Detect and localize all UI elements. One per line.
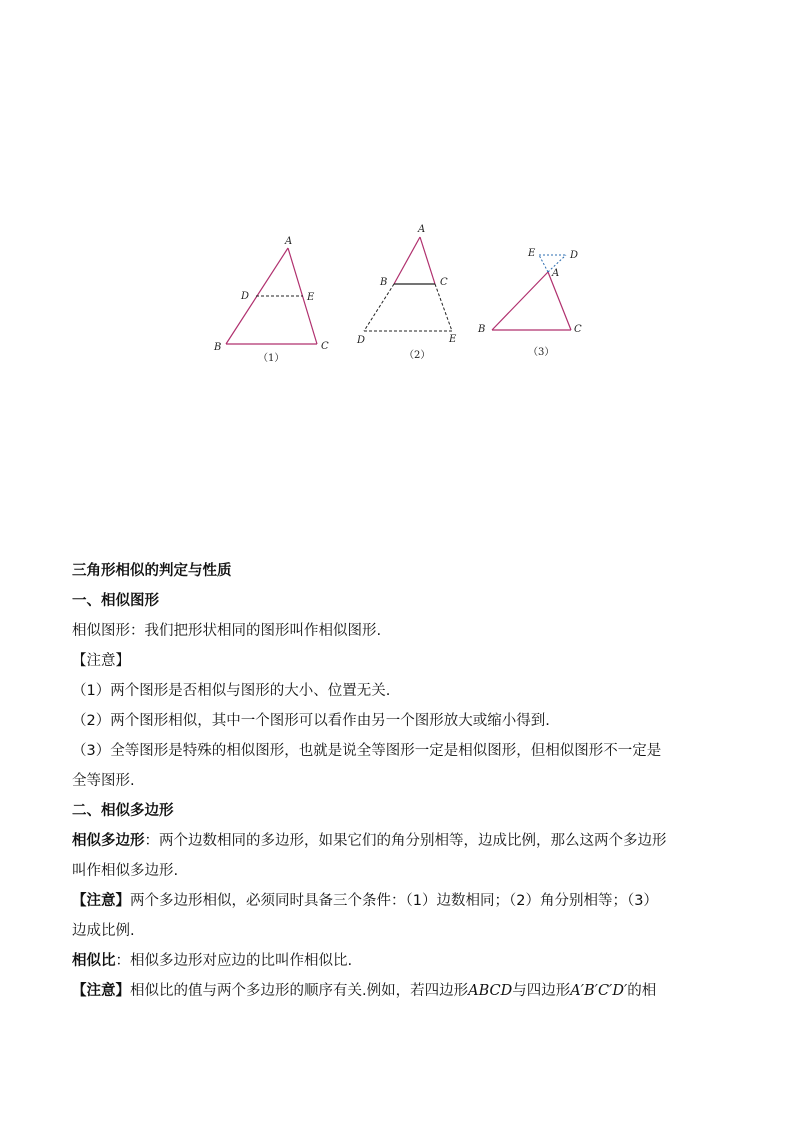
- section2-def-text: ：两个边数相同的多边形，如果它们的角分别相等，边成比例，那么这两个多边形: [144, 833, 667, 849]
- fig3-caption: （3）: [528, 347, 555, 358]
- section2-note-line1: [72, 886, 732, 916]
- fig2-label-c: C: [440, 277, 448, 288]
- fig3-label-e: E: [528, 248, 536, 259]
- section2-note2-text-b: 与四边形: [512, 983, 571, 999]
- section2-note2-math-abcd: ABCD: [468, 983, 513, 999]
- fig2-side-ab: [394, 237, 420, 284]
- section2-definition-line1: [72, 826, 732, 856]
- fig2-caption: （2）: [404, 350, 431, 361]
- fig3-label-d: D: [570, 250, 579, 261]
- section2-note2-text-c: 的相: [627, 983, 657, 999]
- fig3-label-c: C: [574, 324, 582, 335]
- section1-heading: 一、相似图形: [72, 593, 159, 609]
- figure-3: [477, 248, 582, 358]
- fig2-label-b: B: [380, 277, 388, 288]
- fig3-label-a: A: [552, 268, 560, 279]
- section1-note-3-line2: 全等图形.: [72, 773, 135, 789]
- fig1-label-c: C: [321, 341, 329, 352]
- figure-1: [213, 236, 329, 364]
- section1-note-1: （1）两个图形是否相似与图形的大小、位置无关.: [72, 683, 391, 699]
- fig1-label-b: B: [214, 342, 222, 353]
- section2-ratio-line: [72, 946, 732, 976]
- section2-def-term: 相似多边形: [72, 833, 145, 849]
- fig3-segment-ae: [539, 255, 548, 272]
- section1-definition: 相似图形：我们把形状相同的图形叫作相似图形.: [72, 623, 382, 639]
- document-body: [72, 556, 732, 1006]
- section2-note2-math-abcd-prime: A′B′C′D′: [570, 983, 628, 999]
- fig2-side-ac: [420, 237, 435, 284]
- section2-ratio-term: 相似比: [72, 953, 116, 969]
- section2-note2-text-a: 相似比的值与两个多边形的顺序有关.例如，若四边形: [130, 983, 469, 999]
- section2-definition-line2: 叫作相似多边形.: [72, 863, 179, 879]
- figure-2: [356, 224, 457, 361]
- fig1-label-e: E: [307, 292, 315, 303]
- fig2-segment-bd: [364, 284, 394, 331]
- section1-note-label: 【注意】: [72, 653, 130, 669]
- section2-ratio-text: ：相似多边形对应边的比叫作相似比.: [115, 953, 353, 969]
- fig2-label-d: D: [357, 335, 366, 346]
- fig2-segment-ce: [435, 284, 452, 331]
- section2-note-line2: 边成比例.: [72, 923, 135, 939]
- section2-note-text: 两个多边形相似，必须同时具备三个条件：（1）边数相同；（2）角分别相等；（3）: [130, 893, 658, 909]
- triangle-figures: [0, 0, 794, 400]
- fig1-label-a: A: [285, 236, 293, 247]
- section1-note-3-line1: （3）全等图形是特殊的相似图形，也就是说全等图形一定是相似图形，但相似图形不一定是: [72, 743, 662, 759]
- section1-note-2: （2）两个图形相似，其中一个图形可以看作由另一个图形放大或缩小得到.: [72, 713, 550, 729]
- section2-note2-line: [72, 976, 732, 1006]
- fig2-label-a: A: [418, 224, 426, 235]
- section2-heading: 二、相似多边形: [72, 803, 174, 819]
- fig3-side-ab: [492, 272, 548, 330]
- section2-note2-label: 【注意】: [72, 983, 130, 999]
- fig3-side-ac: [548, 272, 571, 330]
- doc-title: 三角形相似的判定与性质: [72, 563, 232, 579]
- fig3-label-b: B: [478, 324, 486, 335]
- fig1-label-d: D: [241, 291, 250, 302]
- fig2-label-e: E: [449, 334, 457, 345]
- section2-note-label: 【注意】: [72, 893, 130, 909]
- fig1-caption: （1）: [258, 353, 285, 364]
